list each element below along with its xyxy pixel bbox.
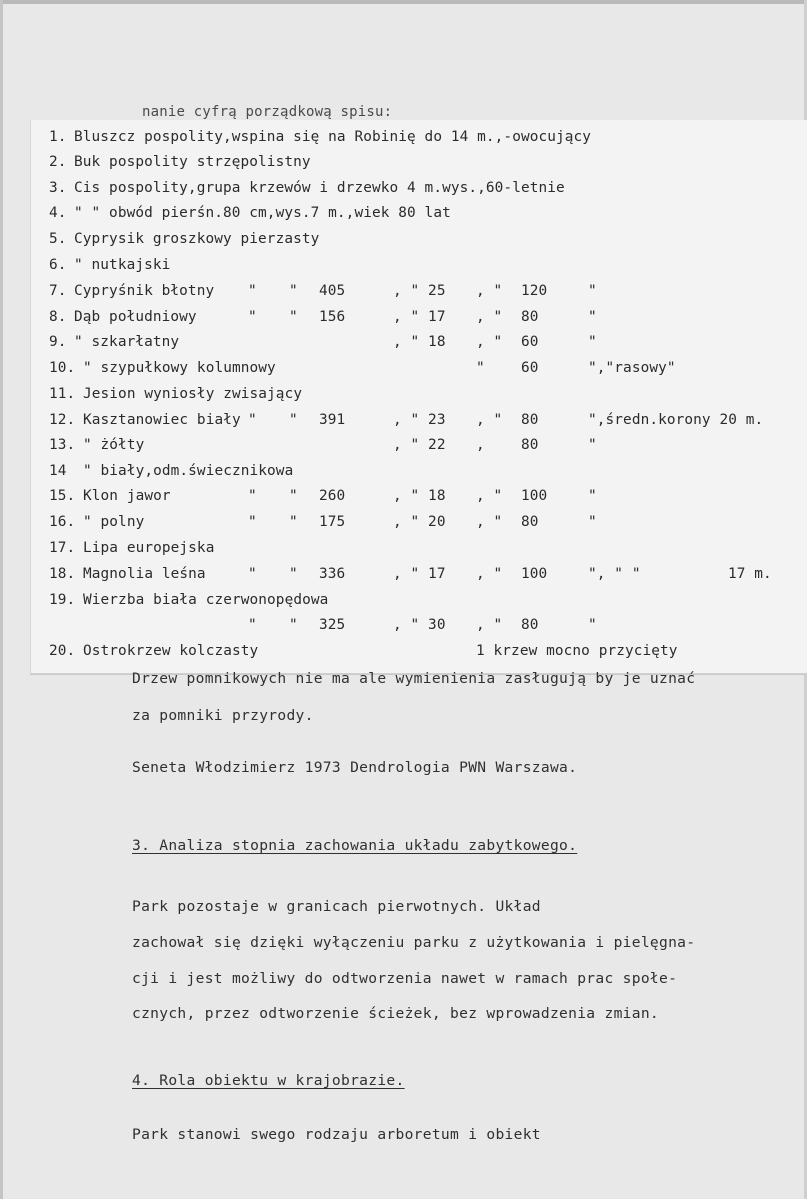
species-name: " biały,odm.świecznikowa bbox=[83, 463, 294, 479]
cell-c7: " bbox=[588, 617, 597, 633]
cell-c7: " bbox=[588, 437, 597, 453]
paragraph-line: Park stanowi swego rodzaju arboretum i obiekt bbox=[132, 1126, 541, 1143]
row-number: 1. bbox=[49, 129, 67, 145]
cell-c7: ",średn.korony 20 m. bbox=[588, 412, 764, 428]
cell-c6: 80 bbox=[521, 514, 539, 530]
header-partial-text: nanie cyfrą porządkową spisu: bbox=[142, 104, 393, 120]
row-number: 3. bbox=[49, 180, 67, 196]
cell-c5: , " bbox=[476, 617, 503, 633]
cell-c4: , " 22 bbox=[393, 437, 446, 453]
cell-c4: , " 20 bbox=[393, 514, 446, 530]
species-name: Klon jawor bbox=[83, 488, 171, 504]
cell-c7: " bbox=[588, 334, 597, 350]
cell-c6: 80 bbox=[521, 617, 539, 633]
cell-c5: " bbox=[476, 360, 485, 376]
species-name: " nutkajski bbox=[74, 257, 171, 273]
cell-c2: " bbox=[289, 514, 298, 530]
paragraph-line: cji i jest możliwy do odtworzenia nawet w ramach prac społe- bbox=[132, 970, 678, 987]
cell-c4: , " 17 bbox=[393, 566, 446, 582]
cell-c5: , " bbox=[476, 566, 503, 582]
cell-c2: " bbox=[289, 283, 298, 299]
cell-c3: 336 bbox=[319, 566, 346, 582]
row-number: 11. bbox=[49, 386, 76, 402]
cell-c1: " bbox=[248, 412, 257, 428]
species-name: Cyprysik groszkowy pierzasty bbox=[74, 231, 320, 247]
cell-c2: " bbox=[289, 566, 298, 582]
cell-c1: " bbox=[248, 566, 257, 582]
row-number: 16. bbox=[49, 514, 76, 530]
cell-c6: 120 bbox=[521, 283, 548, 299]
cell-c5: , " bbox=[476, 309, 503, 325]
species-name: Kasztanowiec biały bbox=[83, 412, 241, 428]
page-left-edge bbox=[0, 0, 3, 1199]
cell-c6: 80 bbox=[521, 412, 539, 428]
species-name: Dąb południowy bbox=[74, 309, 197, 325]
cell-c3: 175 bbox=[319, 514, 346, 530]
cell-c3: 405 bbox=[319, 283, 346, 299]
cell-c6: 60 bbox=[521, 334, 539, 350]
species-name: Lipa europejska bbox=[83, 540, 215, 556]
row-number: 18. bbox=[49, 566, 76, 582]
cell-c5: , " bbox=[476, 514, 503, 530]
row-number: 8. bbox=[49, 309, 67, 325]
cell-c5: , " bbox=[476, 412, 503, 428]
species-name: " szypułkowy kolumnowy bbox=[83, 360, 276, 376]
species-name: Buk pospolity strzępolistny bbox=[74, 154, 311, 170]
row-number: 6. bbox=[49, 257, 67, 273]
species-name: Wierzba biała czerwonopędowa bbox=[83, 592, 329, 608]
cell-c4: , " 17 bbox=[393, 309, 446, 325]
cell-c6: 100 bbox=[521, 488, 548, 504]
cell-c3: 391 bbox=[319, 412, 346, 428]
cell-c1: " bbox=[248, 488, 257, 504]
row-number: 7. bbox=[49, 283, 67, 299]
species-name: Magnolia leśna bbox=[83, 566, 206, 582]
row-number: 4. bbox=[49, 205, 67, 221]
cell-c7: " bbox=[588, 283, 597, 299]
cell-c1: " bbox=[248, 514, 257, 530]
cell-c6: 100 bbox=[521, 566, 548, 582]
row-number: 13. bbox=[49, 437, 76, 453]
row-number: 15. bbox=[49, 488, 76, 504]
cell-c5: , " bbox=[476, 283, 503, 299]
cell-c1: " bbox=[248, 617, 257, 633]
cell-c5: 1 krzew mocno przycięty bbox=[476, 643, 678, 659]
paragraph-line: Park pozostaje w granicach pierwotnych. Układ bbox=[132, 898, 541, 915]
row-number: 12. bbox=[49, 412, 76, 428]
cell-c3: 325 bbox=[319, 617, 346, 633]
species-name: " " obwód pierśn.80 cm,wys.7 m.,wiek 80 lat bbox=[74, 205, 451, 221]
species-name: Cypryśnik błotny bbox=[74, 283, 215, 299]
cell-c5: , " bbox=[476, 334, 503, 350]
cell-c8: 17 m. bbox=[728, 566, 772, 582]
species-name: " szkarłatny bbox=[74, 334, 180, 350]
cell-c2: " bbox=[289, 412, 298, 428]
cell-c4: , " 30 bbox=[393, 617, 446, 633]
cell-c7: " bbox=[588, 488, 597, 504]
section-4-heading: 4. Rola obiektu w krajobrazie. bbox=[132, 1072, 405, 1089]
paragraph-line: za pomniki przyrody. bbox=[132, 707, 314, 724]
cell-c7: " bbox=[588, 514, 597, 530]
species-name: Jesion wyniosły zwisający bbox=[83, 386, 303, 402]
row-number: 10. bbox=[49, 360, 76, 376]
row-number: 2. bbox=[49, 154, 67, 170]
cell-c5: , " bbox=[476, 488, 503, 504]
cell-c6: 80 bbox=[521, 309, 539, 325]
paragraph-line: cznych, przez odtworzenie ścieżek, bez wprowadzenia zmian. bbox=[132, 1005, 659, 1022]
row-number: 9. bbox=[49, 334, 67, 350]
row-number: 14 bbox=[49, 463, 67, 479]
species-name: Ostrokrzew kolczasty bbox=[83, 643, 259, 659]
cell-c7: ", " " bbox=[588, 566, 641, 582]
row-number: 19. bbox=[49, 592, 76, 608]
cell-c6: 80 bbox=[521, 437, 539, 453]
reference-line: Seneta Włodzimierz 1973 Dendrologia PWN Warszawa. bbox=[132, 759, 578, 776]
cell-c6: 60 bbox=[521, 360, 539, 376]
paragraph-line: Drzew pomnikowych nie ma ale wymienienia zasługują by je uznać bbox=[132, 670, 696, 687]
row-number: 20. bbox=[49, 643, 76, 659]
cell-c1: " bbox=[248, 283, 257, 299]
row-number: 17. bbox=[49, 540, 76, 556]
cell-c2: " bbox=[289, 309, 298, 325]
pasted-species-list bbox=[30, 120, 807, 674]
species-name: " żółty bbox=[83, 437, 145, 453]
cell-c3: 156 bbox=[319, 309, 346, 325]
cell-c7: ","rasowy" bbox=[588, 360, 676, 376]
page-top-edge bbox=[0, 0, 807, 4]
cell-c4: , " 18 bbox=[393, 488, 446, 504]
cell-c2: " bbox=[289, 488, 298, 504]
species-name: Bluszcz pospolity,wspina się na Robinię do 14 m.,-owocujący bbox=[74, 129, 592, 145]
cell-c1: " bbox=[248, 309, 257, 325]
species-name: " polny bbox=[83, 514, 145, 530]
cell-c4: , " 23 bbox=[393, 412, 446, 428]
cell-c7: " bbox=[588, 309, 597, 325]
section-3-heading: 3. Analiza stopnia zachowania układu zabytkowego. bbox=[132, 837, 578, 854]
species-name: Cis pospolity,grupa krzewów i drzewko 4 m.wys.,60-letnie bbox=[74, 180, 565, 196]
cell-c4: , " 18 bbox=[393, 334, 446, 350]
cell-c5: , bbox=[476, 437, 485, 453]
paragraph-line: zachował się dzięki wyłączeniu parku z użytkowania i pielęgna- bbox=[132, 934, 696, 951]
row-number: 5. bbox=[49, 231, 67, 247]
cell-c3: 260 bbox=[319, 488, 346, 504]
cell-c2: " bbox=[289, 617, 298, 633]
cell-c4: , " 25 bbox=[393, 283, 446, 299]
